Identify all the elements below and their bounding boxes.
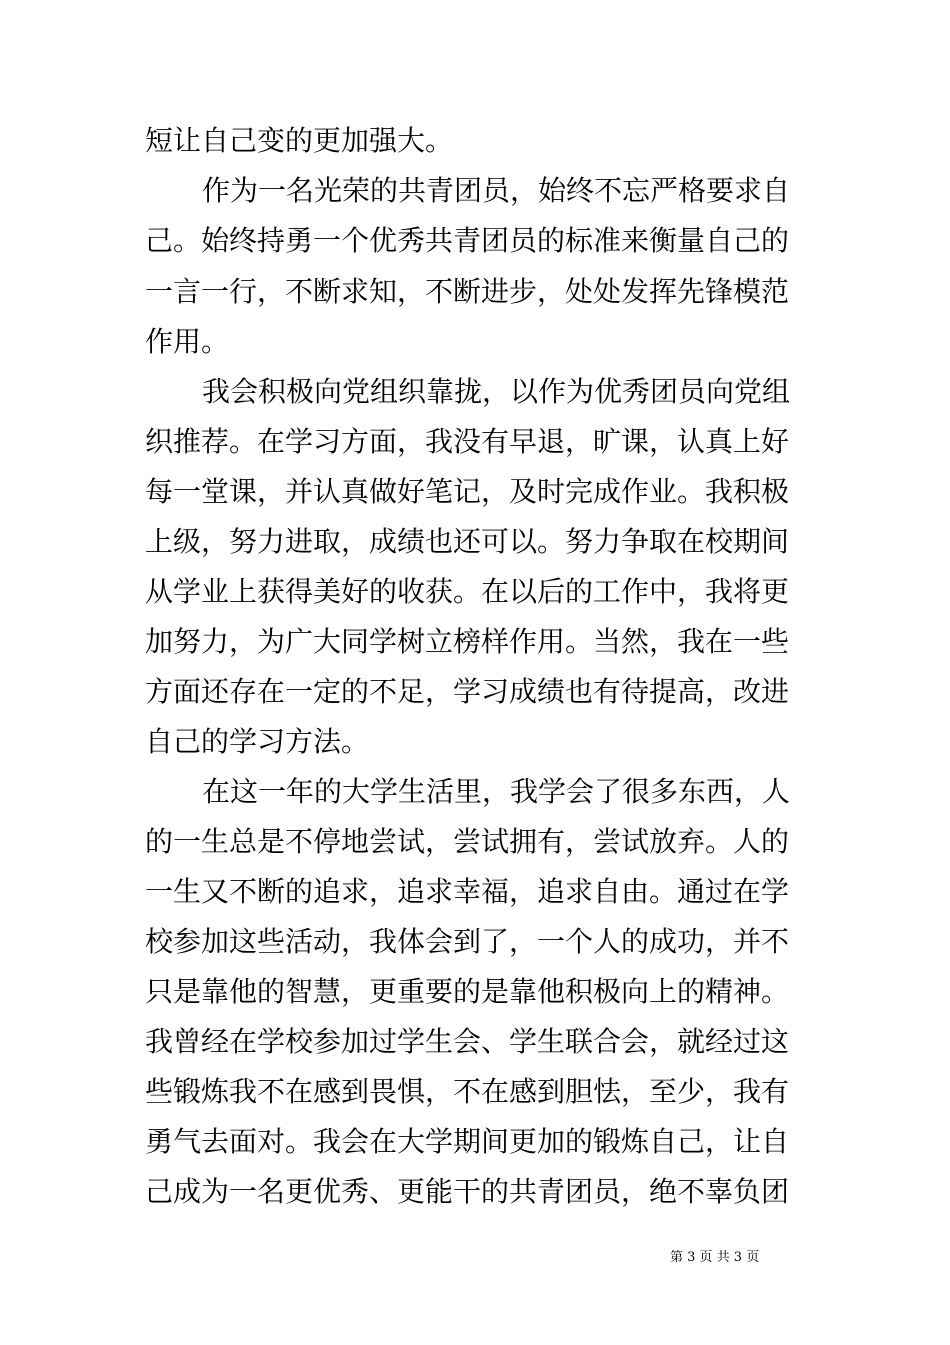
- text-line: 我会积极向党组织靠拢，以作为优秀团员向党组: [202, 375, 791, 408]
- text-line: 织推荐。在学习方面，我没有早退，旷课，认真上好: [145, 425, 790, 458]
- text-line: 自己的学习方法。: [145, 725, 370, 758]
- text-line: 的一生总是不停地尝试，尝试拥有，尝试放弃。人的: [145, 825, 790, 858]
- text-line: 每一堂课，并认真做好笔记，及时完成作业。我积极: [145, 475, 790, 508]
- text-line: 一生又不断的追求，追求幸福，追求自由。通过在学: [145, 875, 790, 908]
- text-line: 作为一名光荣的共青团员，始终不忘严格要求自: [202, 174, 791, 207]
- text-line: 一言一行，不断求知，不断进步，处处发挥先锋模范: [145, 275, 790, 308]
- text-line: 己。始终持勇一个优秀共青团员的标准来衡量自己的: [145, 224, 790, 257]
- text-line: 加努力，为广大同学树立榜样作用。当然，我在一些: [145, 625, 790, 658]
- text-line: 己成为一名更优秀、更能干的共青团员，绝不辜负团: [145, 1175, 790, 1208]
- text-line: 上级，努力进取，成绩也还可以。努力争取在校期间: [145, 525, 790, 558]
- page-number-footer: 第 3 页 共 3 页: [670, 1250, 760, 1265]
- text-line: 校参加这些活动，我体会到了，一个人的成功，并不: [145, 925, 790, 958]
- text-line: 作用。: [145, 325, 230, 358]
- text-line: 在这一年的大学生活里，我学会了很多东西，人: [202, 775, 791, 808]
- text-line: 些锻炼我不在感到畏惧，不在感到胆怯，至少，我有: [145, 1075, 790, 1108]
- text-line: 从学业上获得美好的收获。在以后的工作中，我将更: [145, 575, 790, 608]
- text-line: 我曾经在学校参加过学生会、学生联合会，就经过这: [145, 1025, 790, 1058]
- text-line: 短让自己变的更加强大。: [145, 124, 454, 157]
- text-line: 勇气去面对。我会在大学期间更加的锻炼自己，让自: [145, 1125, 790, 1158]
- text-line: 方面还存在一定的不足，学习成绩也有待提高，改进: [145, 675, 790, 708]
- text-line: 只是靠他的智慧，更重要的是靠他积极向上的精神。: [145, 975, 790, 1008]
